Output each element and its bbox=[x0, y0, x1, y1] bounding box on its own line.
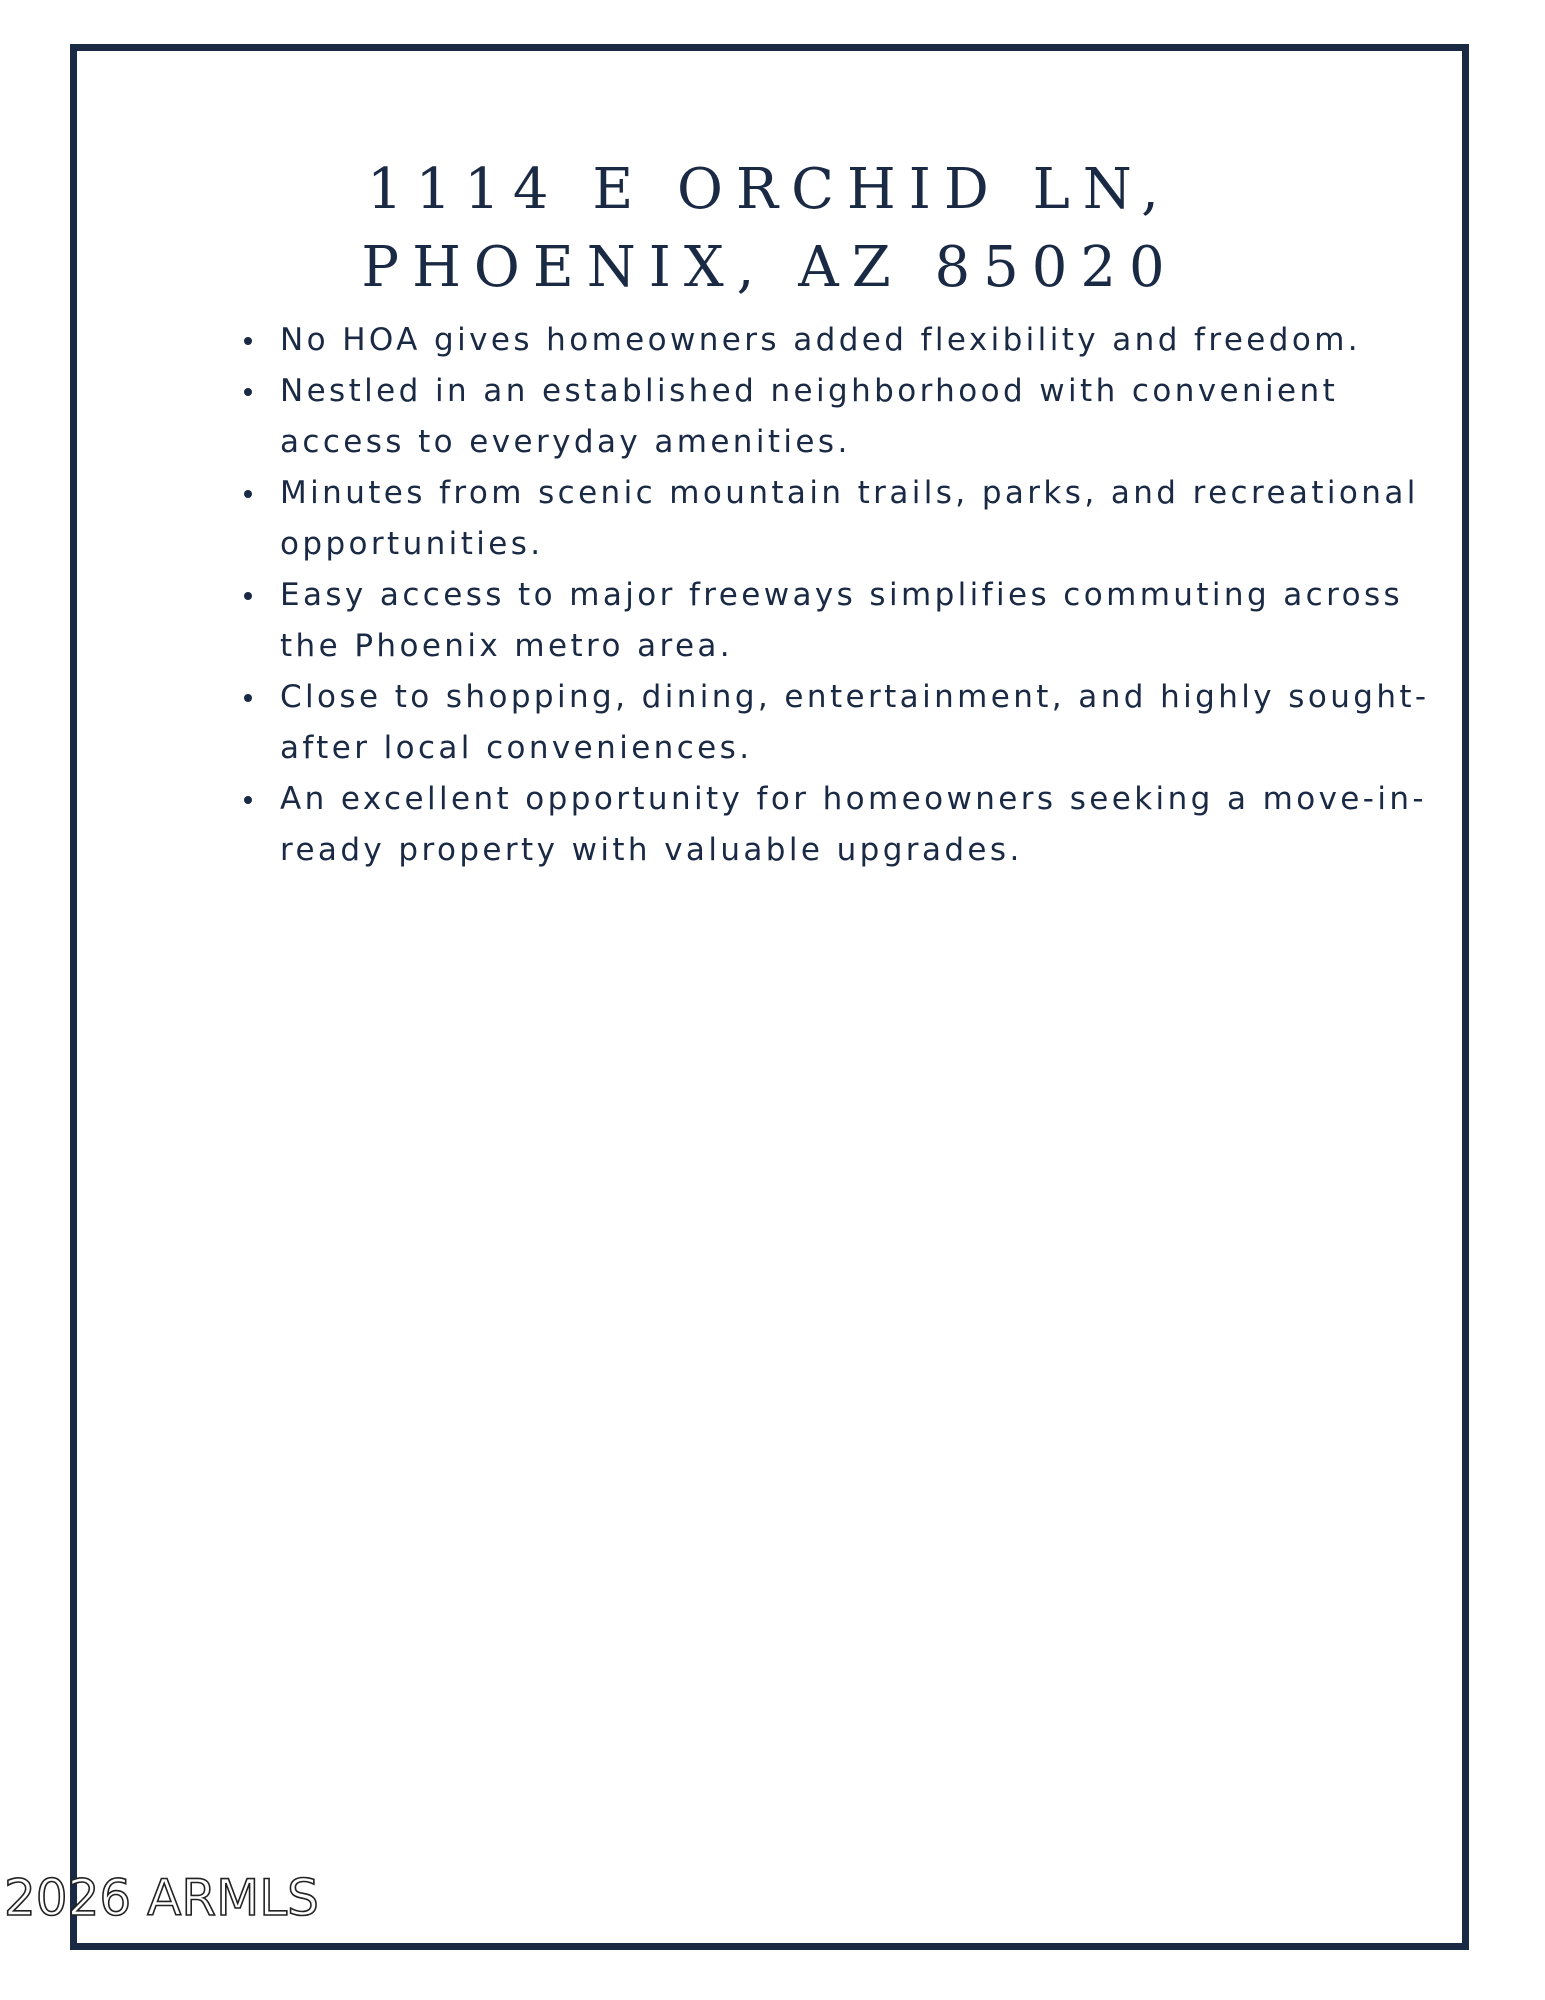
address-street-line: 1114 E ORCHID LN, bbox=[367, 157, 1172, 222]
copyright-watermark: 2026 ARMLS bbox=[4, 1869, 319, 1927]
feature-item: Nestled in an established neighborhood with convenient access to everyday amenities. bbox=[280, 366, 1430, 468]
feature-item: Minutes from scenic mountain trails, parks, and recreational opportunities. bbox=[280, 468, 1430, 570]
feature-item: Easy access to major freeways simplifies commuting across the Phoenix metro area. bbox=[280, 570, 1430, 672]
feature-item: An excellent opportunity for homeowners seeking a move-in-ready property with valuable upgrades. bbox=[280, 774, 1430, 876]
feature-item: No HOA gives homeowners added flexibility and freedom. bbox=[280, 315, 1430, 366]
property-address-title bbox=[77, 151, 1462, 307]
feature-list bbox=[205, 315, 1430, 876]
feature-item: Close to shopping, dining, entertainment, and highly sought-after local conveniences. bbox=[280, 672, 1430, 774]
address-city-line: PHOENIX, AZ 85020 bbox=[361, 235, 1178, 300]
